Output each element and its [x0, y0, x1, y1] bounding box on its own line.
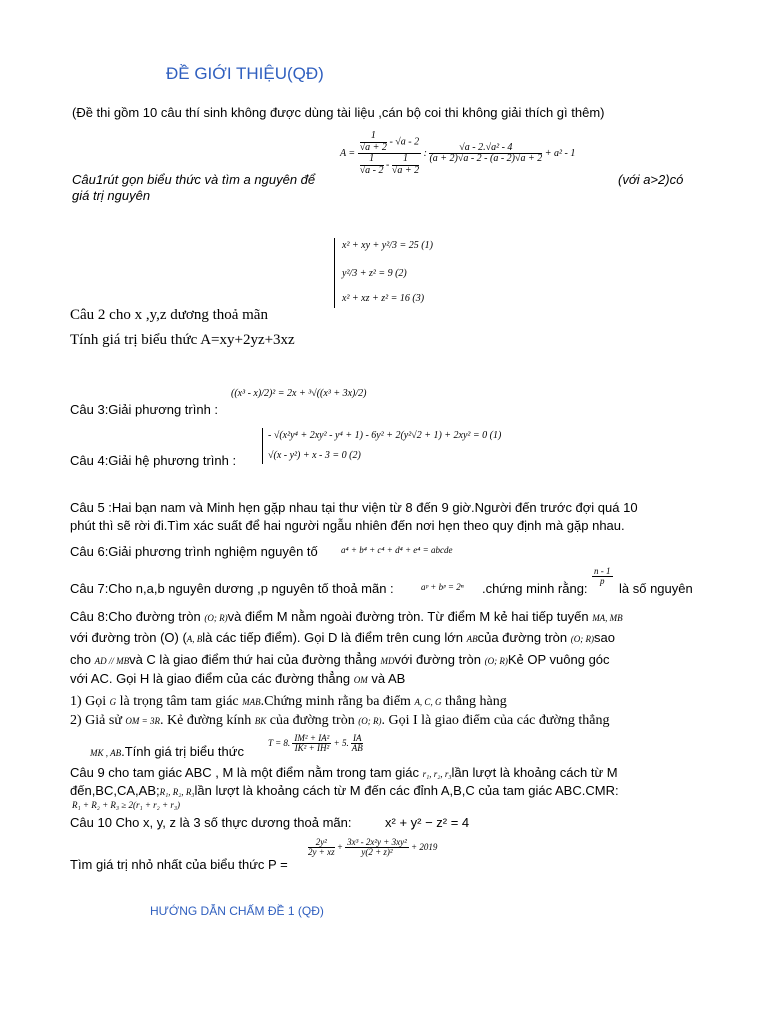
- q8-t-plus: + 5.: [333, 738, 349, 748]
- q8-l3a: cho: [70, 652, 91, 667]
- q8-p1a: 1) Gọi: [70, 694, 107, 709]
- q8-l1a: Câu 8:Cho đường tròn: [70, 609, 201, 624]
- q7-text2: .chứng minh rằng:: [482, 581, 588, 596]
- q8-p1c: .Chứng minh rằng ba điểm: [260, 694, 411, 709]
- q8-part1: [70, 694, 507, 710]
- q8-m6: AD // MB: [94, 656, 130, 666]
- q8-m4: AB: [466, 634, 478, 644]
- q8-l2b: là các tiếp điểm). Gọi D là điểm trên cung lớn: [202, 630, 463, 645]
- q8-t-lhs: T = 8.: [268, 738, 291, 748]
- q8-m11: MAB: [242, 697, 261, 707]
- q10-den2: y(2 + z)²: [361, 847, 393, 858]
- q8-t-num2: IA: [352, 733, 362, 743]
- q1-text2: giá trị nguyên: [72, 188, 151, 203]
- q8-part3: [90, 744, 244, 759]
- q8-m7: MD: [380, 656, 395, 666]
- q8-m15: (O; R): [358, 716, 382, 726]
- q8-p3: .Tính giá trị biểu thức: [121, 744, 244, 759]
- q8-line2: [70, 630, 615, 645]
- q9-l2b: lần lượt là khoảng cách từ M đến các đỉnh A,B,C của tam giác ABC.CMR:: [194, 783, 619, 798]
- q8-t-den1: IK² + IH²: [294, 743, 330, 754]
- q7-fraction: [592, 567, 613, 587]
- q8-m9: OM: [353, 675, 368, 685]
- q5-line1: Câu 5 :Hai bạn nam và Minh hẹn gặp nhau tại thư viện từ 8 đến 9 giờ.Người đến trước đợi quá 10: [70, 500, 638, 515]
- q3-text: Câu 3:Giải phương trình :: [70, 402, 219, 417]
- q9-m1: r₁, r₂, r₃: [422, 769, 452, 779]
- q8-m1: (O; R): [204, 613, 228, 623]
- q8-m5: (O; R): [570, 634, 594, 644]
- q2-eq1: x² + xy + y²/3 = 25 (1): [342, 240, 433, 251]
- q8-m3: A, B: [186, 634, 203, 644]
- q10-condition: x² + y² − z² = 4: [385, 815, 470, 830]
- q7-text: Câu 7:Cho n,a,b nguyên dương ,p nguyên tố thoả mãn :: [70, 581, 394, 596]
- q8-l4b: và AB: [371, 671, 406, 686]
- q8-l3b: và C là giao điểm thứ hai của đường thẳng: [129, 652, 377, 667]
- q1-formula: A = $\frac{1}{√a + 2}$ - √a - 2 $\frac{1}{√a - 2}$ - $\frac{1}{√a + 2}$ : $\frac{\text{√a - 2.√a² - 4}}{(a + 2)√a - 2 - (a - 2)√a + 2}$ + a² - 1: [340, 130, 576, 176]
- q8-m16: MK , AB: [90, 748, 122, 758]
- q8-l3c: với đường tròn: [394, 652, 481, 667]
- q9-line1: [70, 765, 618, 780]
- q9-l2a: đến,BC,CA,AB;: [70, 783, 160, 798]
- q1-num2: 1: [360, 154, 384, 166]
- q1-sqa2: √a - 2: [395, 136, 420, 148]
- q8-m13: OM = 3R: [125, 716, 160, 726]
- q8-t-den2: AB: [351, 743, 363, 754]
- q9-line2: [70, 783, 619, 798]
- q2-text: Câu 2 cho x ,y,z dương thoả mãn: [70, 307, 268, 323]
- q9-inequality: R₁ + R₂ + R₃ ≥ 2(r₁ + r₂ + r₃): [72, 800, 180, 810]
- q8-p2c: của đường tròn: [269, 713, 355, 728]
- q7-text3: là số nguyên: [619, 581, 693, 596]
- q2-eq3: x² + xz + z² = 16 (3): [342, 293, 425, 304]
- q8-m14: BK: [254, 716, 267, 726]
- q8-m10: G: [109, 697, 117, 707]
- q7-formula: aᵖ + bᵖ = 2ⁿ: [421, 582, 464, 592]
- q8-line4: [70, 671, 405, 686]
- q10-num1: 2y²: [308, 838, 335, 848]
- answer-key-heading: HƯỚNG DẪN CHẤM ĐỀ 1 (QĐ): [150, 904, 324, 918]
- q6-formula: a⁴ + b⁴ + c⁴ + d⁴ + e⁴ = abcde: [341, 545, 453, 555]
- q4-text: Câu 4:Giải hệ phương trình :: [70, 453, 237, 468]
- q10-den1: 2y + xz: [308, 847, 335, 858]
- q4-eq2: √(x - y²) + x - 3 = 0 (2): [268, 450, 361, 461]
- q1-text: Câu1rút gọn biểu thức và tìm a nguyên để: [72, 172, 316, 187]
- q4-brace: [262, 428, 263, 464]
- q1-num1: 1: [360, 131, 387, 143]
- q8-l3d: Kẻ OP vuông góc: [507, 652, 610, 667]
- q7-frac-num: n - 1: [594, 566, 611, 576]
- q8-formula-t: [268, 734, 363, 754]
- q1-right-fraction: [429, 143, 542, 165]
- q1-den2: √a - 2: [359, 164, 384, 176]
- q8-l4a: với AC. Gọi H là giao điểm của các đường thẳng: [70, 671, 351, 686]
- q8-p1d: thẳng hàng: [444, 694, 507, 709]
- q8-p1b: là trọng tâm tam giác: [119, 694, 239, 709]
- exam-note: (Đề thi gồm 10 câu thí sinh không được dùng tài liệu ,cán bộ coi thi không giải thích gì thêm): [72, 105, 605, 120]
- q2-brace: [334, 238, 335, 308]
- q9-l1a: Câu 9 cho tam giác ABC , M là một điểm nằm trong tam giác: [70, 765, 419, 780]
- q10-text: Câu 10 Cho x, y, z là 3 số thực dương thoả mãn:: [70, 815, 352, 830]
- q9-l1b: lần lượt là khoảng cách từ M: [451, 765, 618, 780]
- q1-num3: 1: [392, 154, 419, 166]
- q8-m2: MA, MB: [592, 613, 623, 623]
- q8-p2b: . Kẻ đường kính: [160, 713, 252, 728]
- q9-m2: R₁, R₂, R₃: [159, 787, 195, 797]
- q8-line1: [70, 609, 623, 624]
- q8-m8: (O; R): [484, 656, 508, 666]
- q8-l2a: với đường tròn (O) (: [70, 630, 187, 645]
- q8-m12: A, C, G: [414, 697, 442, 707]
- q10-formula: $\frac{\text{2y²}}{2y + xz}$ + $\frac{\text{3x³ - 2x²y + 3xy²}}{\text{y(2 + z)²}}$ + 2019: [308, 837, 438, 858]
- q8-p2a: 2) Giả sử: [70, 713, 122, 728]
- q1-tail: + a² - 1: [544, 147, 576, 159]
- q10-num2: 3x³ - 2x²y + 3xy²: [347, 837, 407, 847]
- page-title: ĐỀ GIỚI THIỆU(QĐ): [166, 64, 324, 83]
- q1-right-den: (a + 2)√a - 2 - (a - 2)√a + 2: [429, 153, 543, 164]
- q8-l2d: sao: [594, 630, 615, 645]
- q3-formula: ((x³ - x)/2)² = 2x + ³√((x³ + 3x)/2): [231, 388, 367, 399]
- q4-eq1: - √(x²y⁴ + 2xy² - y⁴ + 1) - 6y² + 2(y²√2 + 1) + 2xy² = 0 (1): [268, 430, 502, 441]
- q6-text: Câu 6:Giải phương trình nghiệm nguyên tố: [70, 544, 318, 559]
- q8-l1b: và điểm M nằm ngoài đường tròn. Từ điểm M kẻ hai tiếp tuyến: [227, 609, 589, 624]
- q10-tail: + 2019: [411, 842, 438, 852]
- q2-eq2: y²/3 + z² = 9 (2): [342, 268, 407, 279]
- q10-text2: Tìm giá trị nhỏ nhất của biểu thức P =: [70, 857, 288, 872]
- q8-t-num1: IM² + IA²: [294, 733, 330, 743]
- q1-condition: (với a>2)có: [618, 172, 684, 187]
- q2-text2: Tính giá trị biểu thức A=xy+2yz+3xz: [70, 332, 295, 348]
- q8-l2c: của đường tròn: [477, 630, 568, 645]
- q1-right-num: √a - 2.√a² - 4: [429, 143, 542, 155]
- q1-big-fraction: $\frac{1}{√a + 2}$ - √a - 2 $\frac{1}{√a - 2}$ - $\frac{1}{√a + 2}$: [359, 130, 420, 176]
- q1-formula-lhs: A =: [340, 147, 356, 159]
- q1-den1: √a + 2: [359, 141, 387, 153]
- q8-p2d: . Gọi I là giao điểm của các đường thẳng: [381, 713, 610, 728]
- q1-den3: √a + 2: [391, 164, 420, 176]
- q8-line3: [70, 652, 610, 667]
- q7-frac-den: p: [600, 576, 605, 587]
- q8-part2: [70, 713, 610, 729]
- q5-line2: phút thì sẽ rời đi.Tìm xác suất để hai người ngẫu nhiên đến nơi hẹn theo quy định mà gặp nhau.: [70, 518, 625, 533]
